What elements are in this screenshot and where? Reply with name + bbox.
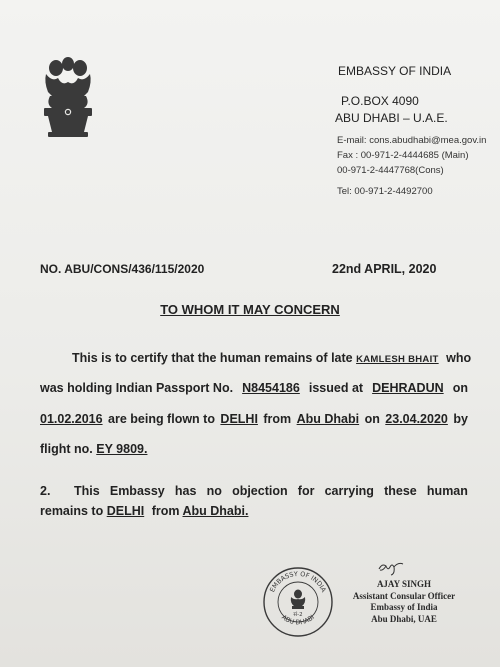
p1-line-2: was holding Indian Passport No. N8454186 issued at DEHRADUN on	[40, 381, 468, 395]
flight-number: EY 9809.	[96, 442, 148, 456]
p2-number: 2.	[40, 484, 51, 498]
p2-line-2: remains to DELHI from Abu Dhabi.	[40, 504, 249, 518]
signatory-name: AJAY SINGH	[376, 579, 432, 589]
subject-line: TO WHOM IT MAY CONCERN	[160, 302, 340, 317]
fax-main: Fax : 00-971-2-4444685 (Main)	[337, 150, 469, 161]
p2-destination: DELHI	[106, 504, 145, 518]
seal-outer-text: EMBASSY OF INDIA	[268, 569, 328, 594]
signatory-designation: Assistant Consular Officer	[352, 590, 456, 601]
signatory-block	[344, 579, 464, 625]
seal-inner-text: सं-2	[293, 612, 303, 618]
letter-date: 22nd APRIL, 2020	[332, 262, 437, 276]
origin: Abu Dhabi	[296, 412, 360, 426]
p2-origin: Abu Dhabi.	[182, 504, 249, 518]
signatory-place: Abu Dhabi, UAE	[371, 613, 437, 624]
org-name: EMBASSY OF INDIA	[338, 64, 452, 78]
deceased-name: KAMLESH BHAIT	[356, 354, 439, 365]
reference-number: NO. ABU/CONS/436/115/2020	[40, 262, 205, 276]
issue-date: 01.02.2016	[40, 412, 103, 426]
embassy-seal-icon	[262, 566, 334, 638]
flight-date: 23.04.2020	[385, 412, 448, 426]
po-box: P.O.BOX 4090	[341, 94, 419, 108]
seal-bottom-text: ABU DHABI	[280, 613, 316, 627]
passport-number: N8454186	[242, 381, 300, 395]
signatory-office: Embassy of India	[370, 602, 438, 612]
national-emblem-icon	[34, 52, 102, 144]
fax-cons: 00-971-2-4447768(Cons)	[337, 165, 444, 176]
city: ABU DHABI – U.A.E.	[335, 111, 448, 125]
p1-line-3: 01.02.2016 are being flown to DELHI from Abu Dhabi on 23.04.2020 by	[40, 412, 468, 426]
destination: DELHI	[220, 412, 258, 426]
p1-line-1: This is to certify that the human remains of late KAMLESH BHAIT who	[72, 351, 472, 365]
issue-place: DEHRADUN	[372, 381, 444, 395]
p2-line-1: This Embassy has no objection for carrying these human	[74, 484, 468, 498]
p1-line-4: flight no. EY 9809.	[40, 442, 148, 456]
telephone: Tel: 00-971-2-4492700	[337, 186, 433, 197]
signature-icon	[376, 558, 406, 576]
email: E-mail: cons.abudhabi@mea.gov.in	[337, 135, 487, 146]
